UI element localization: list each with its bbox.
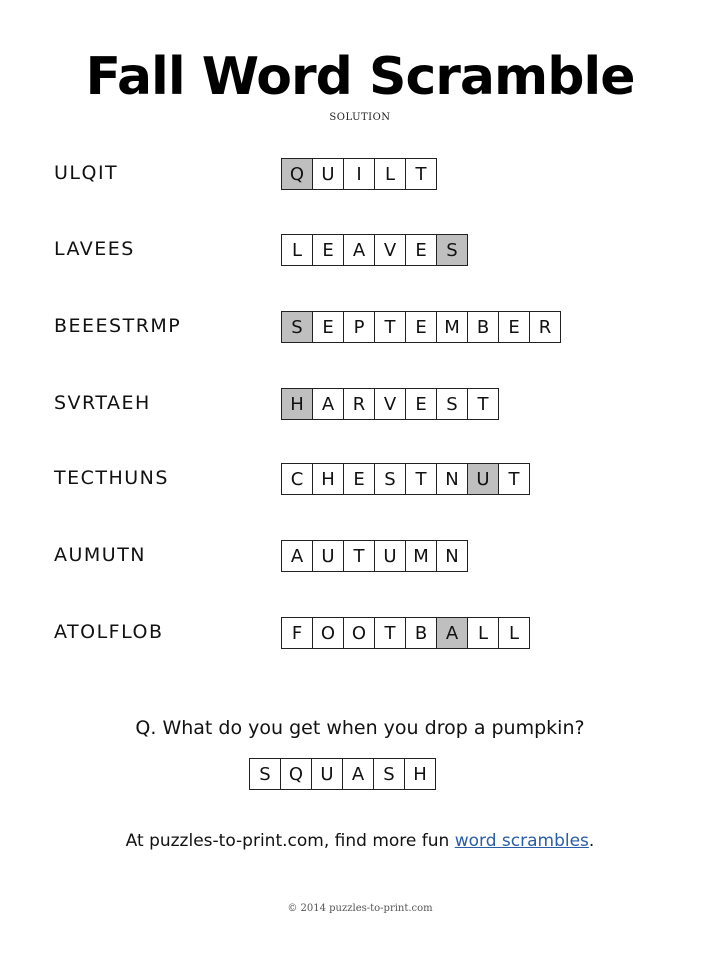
letter-box: E <box>343 463 375 495</box>
highlighted-letter-box: S <box>436 234 468 266</box>
scrambled-word: ULQIT <box>54 162 119 184</box>
letter-box: V <box>374 388 406 420</box>
riddle-answer-boxes <box>249 758 436 790</box>
scrambled-word: TECTHUNS <box>54 467 169 489</box>
letter-box: E <box>405 311 437 343</box>
letter-box: Q <box>280 758 312 790</box>
puzzle-row <box>0 234 720 266</box>
highlighted-letter-box: A <box>436 617 468 649</box>
letter-box: E <box>498 311 530 343</box>
letter-box: I <box>343 158 375 190</box>
highlighted-letter-box: S <box>281 311 313 343</box>
letter-box: T <box>498 463 530 495</box>
letter-box: F <box>281 617 313 649</box>
scrambled-word: LAVEES <box>54 238 135 260</box>
letter-box: T <box>405 158 437 190</box>
letter-box: R <box>343 388 375 420</box>
scrambled-word: AUMUTN <box>54 544 147 566</box>
page-title: Fall Word Scramble <box>85 47 635 107</box>
word-scrambles-link[interactable]: word scrambles <box>454 831 589 851</box>
letter-box: T <box>343 540 375 572</box>
answer-boxes <box>281 311 561 343</box>
highlighted-letter-box: U <box>467 463 499 495</box>
letter-box: U <box>312 158 344 190</box>
letter-box: S <box>373 758 405 790</box>
answer-boxes <box>281 617 530 649</box>
letter-box: A <box>342 758 374 790</box>
letter-box: M <box>436 311 468 343</box>
answer-boxes <box>281 463 530 495</box>
puzzle-row <box>0 617 720 649</box>
letter-box: H <box>312 463 344 495</box>
puzzle-row <box>0 158 720 190</box>
letter-box: H <box>404 758 436 790</box>
answer-boxes <box>281 234 468 266</box>
highlighted-letter-box: Q <box>281 158 313 190</box>
letter-box: E <box>312 234 344 266</box>
answer-boxes <box>281 540 468 572</box>
page-subtitle: SOLUTION <box>329 112 391 123</box>
puzzle-row <box>0 540 720 572</box>
letter-box: L <box>374 158 406 190</box>
scrambled-word: ATOLFLOB <box>54 621 164 643</box>
answer-boxes <box>281 158 437 190</box>
letter-box: E <box>405 388 437 420</box>
letter-box: B <box>405 617 437 649</box>
letter-box: L <box>467 617 499 649</box>
footer-suffix: . <box>588 831 595 851</box>
puzzle-row <box>0 311 720 343</box>
letter-box: L <box>281 234 313 266</box>
letter-box: P <box>343 311 375 343</box>
letter-box: U <box>312 540 344 572</box>
riddle-question: Q. What do you get when you drop a pumpkin? <box>135 717 585 739</box>
letter-box: C <box>281 463 313 495</box>
letter-box: R <box>529 311 561 343</box>
footer-promo <box>0 828 720 854</box>
highlighted-letter-box: H <box>281 388 313 420</box>
letter-box: T <box>374 617 406 649</box>
letter-box: E <box>405 234 437 266</box>
letter-box: T <box>467 388 499 420</box>
letter-box: O <box>343 617 375 649</box>
letter-box: N <box>436 463 468 495</box>
puzzle-row <box>0 463 720 495</box>
letter-box: L <box>498 617 530 649</box>
scrambled-word: SVRTAEH <box>54 392 151 414</box>
letter-box: U <box>374 540 406 572</box>
letter-box: O <box>312 617 344 649</box>
letter-box: U <box>311 758 343 790</box>
puzzle-row <box>0 388 720 420</box>
letter-box: N <box>436 540 468 572</box>
letter-box: S <box>249 758 281 790</box>
letter-box: M <box>405 540 437 572</box>
letter-box: B <box>467 311 499 343</box>
answer-boxes <box>281 388 499 420</box>
letter-box: S <box>374 463 406 495</box>
footer-prefix: At puzzles-to-print.com, find more fun <box>125 831 455 851</box>
scrambled-word: BEEESTRMP <box>54 315 182 337</box>
letter-box: T <box>405 463 437 495</box>
copyright-notice: © 2014 puzzles-to-print.com <box>287 903 433 914</box>
letter-box: S <box>436 388 468 420</box>
letter-box: T <box>374 311 406 343</box>
letter-box: V <box>374 234 406 266</box>
letter-box: A <box>312 388 344 420</box>
letter-box: E <box>312 311 344 343</box>
letter-box: A <box>281 540 313 572</box>
letter-box: A <box>343 234 375 266</box>
